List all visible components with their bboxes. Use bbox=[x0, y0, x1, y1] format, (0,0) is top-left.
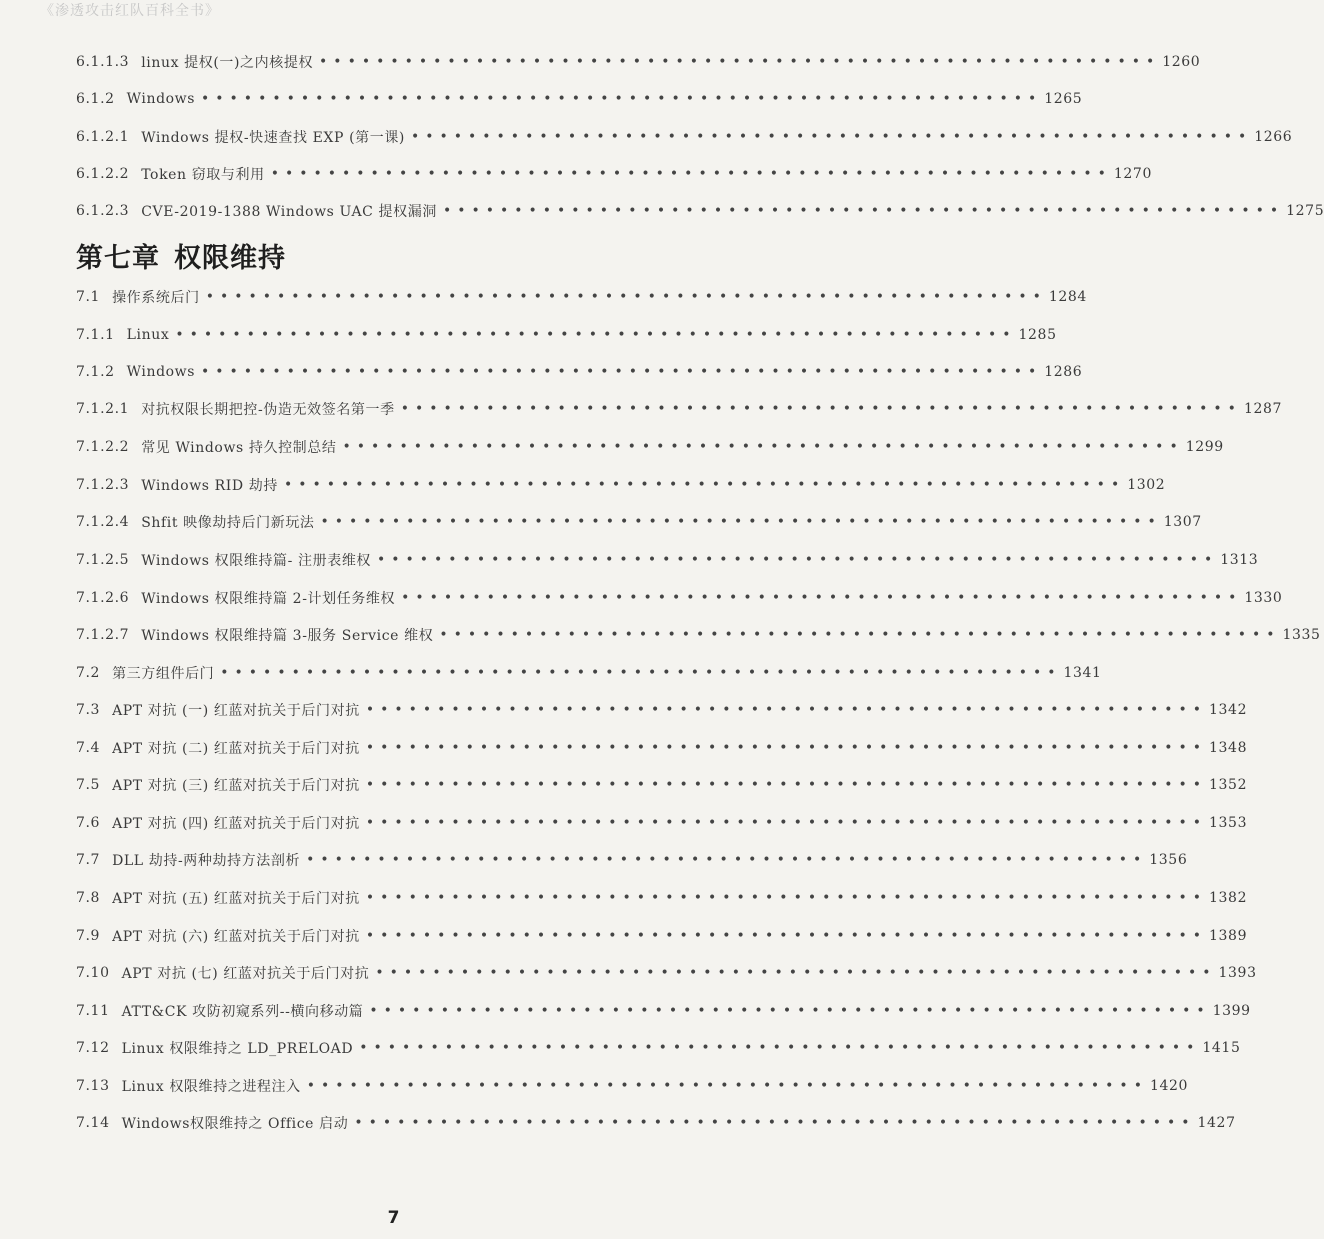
toc-entry-title: APT 对抗 (七) 红蓝对抗关于后门对抗 bbox=[121, 966, 370, 982]
toc-entry-number: 7.1.2.6 bbox=[76, 590, 130, 606]
toc-entry-number: 7.1.2.1 bbox=[76, 401, 130, 417]
toc-entry-number: 7.11 bbox=[76, 1003, 110, 1019]
toc-entry-number: 7.10 bbox=[76, 965, 110, 981]
toc-entry bbox=[76, 324, 1057, 346]
toc-entry-page: 1270 bbox=[1113, 166, 1152, 182]
toc-entry-title: APT 对抗 (五) 红蓝对抗关于后门对抗 bbox=[112, 891, 360, 907]
toc-entry bbox=[76, 286, 1087, 308]
toc-entry-number: 7.6 bbox=[76, 815, 101, 831]
toc-entry-number: 7.4 bbox=[76, 740, 101, 756]
toc-entry-page: 1286 bbox=[1044, 364, 1083, 380]
toc-entry-title: Linux bbox=[126, 327, 170, 343]
toc-entry bbox=[76, 1075, 1188, 1097]
toc-entry bbox=[76, 925, 1248, 947]
toc-entry bbox=[76, 126, 1293, 148]
toc-entry-page: 1427 bbox=[1197, 1115, 1236, 1131]
toc-entry bbox=[76, 200, 1324, 222]
toc-leader-dots: ••••••••••••••••••••••••••••••••••••••••••••••••••••••••••• bbox=[369, 1003, 1211, 1019]
toc-entry-title: ATT&CK 攻防初窥系列--横向移动篇 bbox=[121, 1004, 364, 1020]
toc-entry-page: 1307 bbox=[1163, 514, 1202, 530]
toc-entry-title: 对抗权限长期把控-伪造无效签名第一季 bbox=[141, 402, 395, 418]
toc-entry-page: 1287 bbox=[1243, 401, 1282, 417]
chapter-title: 权限维持 bbox=[174, 243, 286, 274]
toc-entry-number: 7.8 bbox=[76, 890, 101, 906]
toc-leader-dots: ••••••••••••••••••••••••••••••••••••••••••••••••••••••••••• bbox=[365, 928, 1208, 944]
toc-entry-number: 7.3 bbox=[76, 702, 101, 718]
toc-leader-dots: ••••••••••••••••••••••••••••••••••••••••••••••••••••••••••• bbox=[401, 590, 1243, 606]
toc-leader-dots: ••••••••••••••••••••••••••••••••••••••••••••••••••••••••••• bbox=[306, 852, 1148, 868]
toc-entry-page: 1399 bbox=[1212, 1003, 1251, 1019]
toc-entry-number: 7.14 bbox=[76, 1115, 110, 1131]
toc-entry-title: APT 对抗 (四) 红蓝对抗关于后门对抗 bbox=[112, 816, 360, 832]
page-number: 7 bbox=[387, 1208, 400, 1228]
toc-entry bbox=[76, 549, 1259, 571]
toc-leader-dots: ••••••••••••••••••••••••••••••••••••••••••••••••••••••••••• bbox=[365, 702, 1208, 718]
toc-entry-title: APT 对抗 (六) 红蓝对抗关于后门对抗 bbox=[112, 929, 360, 945]
toc-entry-number: 7.1.1 bbox=[76, 327, 115, 343]
toc-entry-number: 7.5 bbox=[76, 777, 101, 793]
toc-entry-title: Windows bbox=[126, 91, 196, 107]
toc-entry bbox=[76, 361, 1083, 383]
toc-entry-title: Shfit 映像劫持后门新玩法 bbox=[141, 515, 315, 531]
toc-entry-number: 6.1.2.3 bbox=[76, 203, 130, 219]
toc-entry bbox=[76, 662, 1102, 684]
toc-leader-dots: ••••••••••••••••••••••••••••••••••••••••••••••••••••••••••• bbox=[365, 890, 1208, 906]
chapter-label: 第七章 bbox=[76, 243, 160, 274]
toc-entry bbox=[76, 849, 1188, 871]
toc-entry-page: 1265 bbox=[1044, 91, 1083, 107]
toc-entry-page: 1284 bbox=[1048, 289, 1087, 305]
toc-entry bbox=[76, 511, 1202, 533]
toc-leader-dots: ••••••••••••••••••••••••••••••••••••••••••••••••••••••••••• bbox=[359, 1040, 1201, 1056]
toc-entry bbox=[76, 774, 1248, 796]
toc-entry-title: Windows 权限维持篇 2-计划任务维权 bbox=[141, 591, 396, 607]
toc-leader-dots: ••••••••••••••••••••••••••••••••••••••••••••••••••••••••••• bbox=[377, 552, 1219, 568]
toc-entry-number: 7.1.2.5 bbox=[76, 552, 130, 568]
toc-entry-number: 7.9 bbox=[76, 928, 101, 944]
toc-leader-dots: ••••••••••••••••••••••••••••••••••••••••••••••••••••••••••• bbox=[365, 815, 1208, 831]
toc-entry bbox=[76, 887, 1248, 909]
toc-entry-page: 1313 bbox=[1220, 552, 1259, 568]
toc-entry-title: APT 对抗 (三) 红蓝对抗关于后门对抗 bbox=[112, 778, 360, 794]
toc-entry bbox=[76, 699, 1248, 721]
toc-entry-title: 操作系统后门 bbox=[112, 290, 200, 306]
toc-entry-number: 7.7 bbox=[76, 852, 101, 868]
toc-entry-number: 6.1.1.3 bbox=[76, 54, 130, 70]
toc-entry-page: 1260 bbox=[1162, 54, 1201, 70]
toc-entry-number: 7.1.2.7 bbox=[76, 627, 130, 643]
toc-entry-number: 6.1.2.2 bbox=[76, 166, 130, 182]
toc-entry-title: Token 窃取与利用 bbox=[141, 167, 265, 183]
toc-entry bbox=[76, 88, 1083, 110]
toc-entry-page: 1302 bbox=[1127, 477, 1166, 493]
toc-leader-dots: ••••••••••••••••••••••••••••••••••••••••••••••••••••••••••• bbox=[175, 327, 1017, 343]
toc-entry bbox=[76, 51, 1201, 73]
toc-entry bbox=[76, 1112, 1236, 1134]
toc-entry-number: 6.1.2 bbox=[76, 91, 115, 107]
toc-leader-dots: ••••••••••••••••••••••••••••••••••••••••••••••••••••••••••• bbox=[375, 965, 1217, 981]
toc-entry-number: 6.1.2.1 bbox=[76, 129, 130, 145]
toc-entry bbox=[76, 163, 1152, 185]
toc-entry-title: APT 对抗 (二) 红蓝对抗关于后门对抗 bbox=[112, 741, 360, 757]
toc-entry-page: 1341 bbox=[1063, 665, 1102, 681]
toc-entry-title: Windows 提权-快速查找 EXP (第一课) bbox=[141, 130, 405, 146]
toc-entry bbox=[76, 812, 1248, 834]
toc-leader-dots: ••••••••••••••••••••••••••••••••••••••••••••••••••••••••••• bbox=[320, 514, 1162, 530]
toc-entry bbox=[76, 436, 1224, 458]
toc-entry-page: 1415 bbox=[1202, 1040, 1241, 1056]
toc-entry bbox=[76, 398, 1282, 420]
toc-entry-number: 7.1.2.2 bbox=[76, 439, 130, 455]
chapter-heading bbox=[76, 236, 286, 275]
toc-leader-dots: ••••••••••••••••••••••••••••••••••••••••••••••••••••••••••• bbox=[365, 777, 1208, 793]
toc-entry bbox=[76, 624, 1321, 646]
toc-entry-number: 7.2 bbox=[76, 665, 101, 681]
toc-entry bbox=[76, 962, 1257, 984]
toc-leader-dots: ••••••••••••••••••••••••••••••••••••••••••••••••••••••••••• bbox=[411, 129, 1253, 145]
toc-leader-dots: ••••••••••••••••••••••••••••••••••••••••••••••••••••••••••• bbox=[354, 1115, 1196, 1131]
toc-entry-number: 7.12 bbox=[76, 1040, 110, 1056]
toc-leader-dots: ••••••••••••••••••••••••••••••••••••••••••••••••••••••••••• bbox=[306, 1078, 1148, 1094]
toc-entry bbox=[76, 1037, 1241, 1059]
toc-leader-dots: ••••••••••••••••••••••••••••••••••••••••••••••••••••••••••• bbox=[365, 740, 1208, 756]
toc-entry-page: 1389 bbox=[1209, 928, 1248, 944]
toc-entry-page: 1285 bbox=[1018, 327, 1057, 343]
toc-leader-dots: ••••••••••••••••••••••••••••••••••••••••••••••••••••••••••• bbox=[400, 401, 1242, 417]
toc-entry bbox=[76, 474, 1166, 496]
toc-entry-page: 1275 bbox=[1286, 203, 1324, 219]
toc-entry-page: 1356 bbox=[1149, 852, 1188, 868]
toc-entry-number: 7.1.2.4 bbox=[76, 514, 130, 530]
toc-entry-page: 1420 bbox=[1149, 1078, 1188, 1094]
toc-entry bbox=[76, 1000, 1251, 1022]
toc-entry-page: 1335 bbox=[1282, 627, 1321, 643]
toc-leader-dots: ••••••••••••••••••••••••••••••••••••••••••••••••••••••••••• bbox=[205, 289, 1047, 305]
toc-leader-dots: ••••••••••••••••••••••••••••••••••••••••••••••••••••••••••• bbox=[319, 54, 1161, 70]
toc-entry-page: 1342 bbox=[1209, 702, 1248, 718]
toc-entry-title: Windows 权限维持篇 3-服务 Service 维权 bbox=[141, 628, 434, 644]
toc-entry-title: linux 提权(一)之内核提权 bbox=[141, 55, 314, 71]
toc-entry-title: Linux 权限维持之 LD_PRELOAD bbox=[121, 1041, 354, 1057]
toc-entry-title: DLL 劫持-两种劫持方法剖析 bbox=[112, 853, 301, 869]
toc-entry bbox=[76, 587, 1283, 609]
toc-entry-title: Linux 权限维持之进程注入 bbox=[121, 1079, 301, 1095]
toc-entry-title: Windows bbox=[126, 364, 196, 380]
toc-entry-number: 7.1 bbox=[76, 289, 101, 305]
running-header: 《渗透攻击红队百科全书》 bbox=[40, 3, 220, 19]
toc-leader-dots: ••••••••••••••••••••••••••••••••••••••••••••••••••••••••••• bbox=[442, 203, 1285, 219]
toc-entry bbox=[76, 737, 1248, 759]
toc-entry-title: 常见 Windows 持久控制总结 bbox=[141, 440, 337, 456]
toc-entry-page: 1393 bbox=[1218, 965, 1257, 981]
toc-entry-page: 1330 bbox=[1244, 590, 1283, 606]
toc-leader-dots: ••••••••••••••••••••••••••••••••••••••••••••••••••••••••••• bbox=[270, 166, 1112, 182]
toc-leader-dots: ••••••••••••••••••••••••••••••••••••••••••••••••••••••••••• bbox=[342, 439, 1184, 455]
toc-entry-page: 1353 bbox=[1209, 815, 1248, 831]
toc-entry-number: 7.1.2 bbox=[76, 364, 115, 380]
toc-entry-page: 1299 bbox=[1185, 439, 1224, 455]
toc-leader-dots: ••••••••••••••••••••••••••••••••••••••••••••••••••••••••••• bbox=[439, 627, 1281, 643]
toc-entry-page: 1382 bbox=[1209, 890, 1248, 906]
toc-entry-title: 第三方组件后门 bbox=[112, 666, 215, 682]
toc-leader-dots: ••••••••••••••••••••••••••••••••••••••••••••••••••••••••••• bbox=[201, 364, 1043, 380]
toc-entry-title: Windows权限维持之 Office 启动 bbox=[121, 1116, 349, 1132]
toc-entry-title: Windows 权限维持篇- 注册表维权 bbox=[141, 553, 372, 569]
toc-leader-dots: ••••••••••••••••••••••••••••••••••••••••••••••••••••••••••• bbox=[220, 665, 1062, 681]
toc-entry-page: 1348 bbox=[1209, 740, 1248, 756]
toc-entry-page: 1266 bbox=[1254, 129, 1293, 145]
toc-leader-dots: ••••••••••••••••••••••••••••••••••••••••••••••••••••••••••• bbox=[283, 477, 1126, 493]
toc-entry-title: APT 对抗 (一) 红蓝对抗关于后门对抗 bbox=[112, 703, 360, 719]
toc-entry-number: 7.13 bbox=[76, 1078, 110, 1094]
toc-entry-page: 1352 bbox=[1209, 777, 1248, 793]
toc-entry-number: 7.1.2.3 bbox=[76, 477, 130, 493]
toc-entry-title: CVE-2019-1388 Windows UAC 提权漏洞 bbox=[141, 204, 437, 220]
toc-entry-title: Windows RID 劫持 bbox=[141, 478, 278, 494]
toc-leader-dots: ••••••••••••••••••••••••••••••••••••••••••••••••••••••••••• bbox=[201, 91, 1043, 107]
